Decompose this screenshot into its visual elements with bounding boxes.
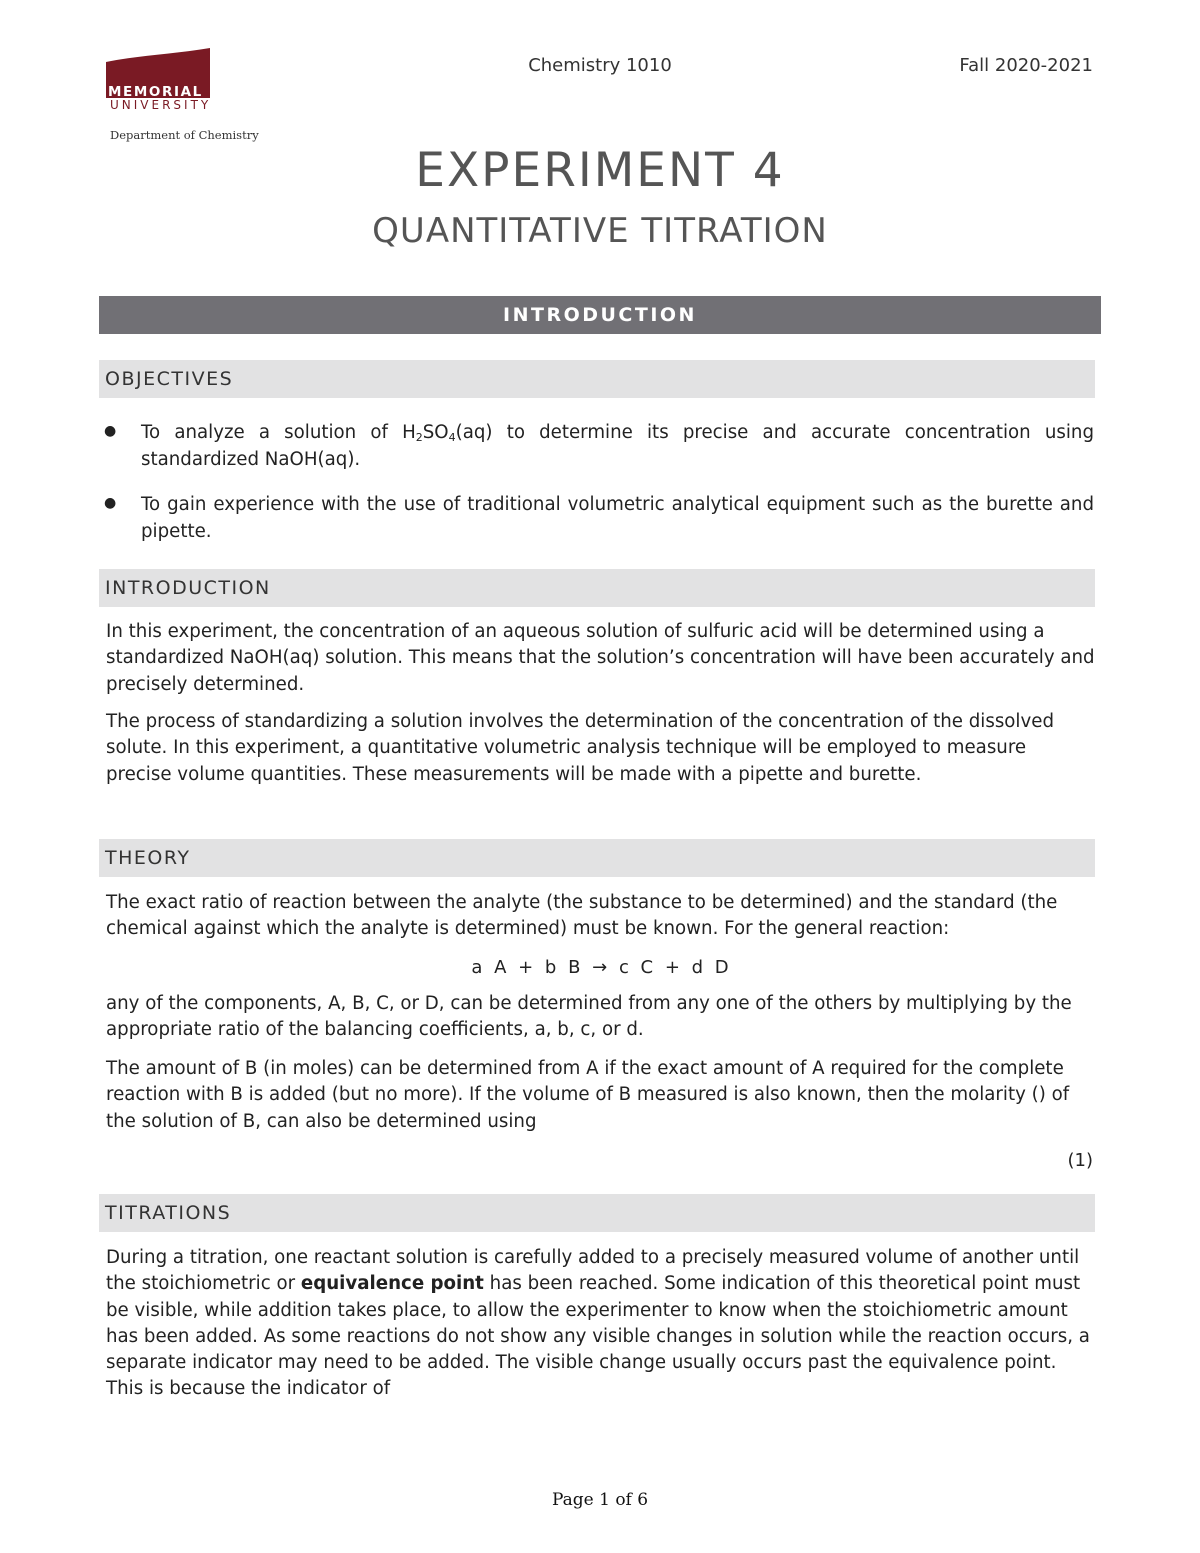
term-label: Fall 2020-2021: [959, 55, 1093, 76]
bullet-icon: ●: [104, 423, 117, 439]
titrations-heading: TITRATIONS: [99, 1194, 1095, 1232]
section-banner: INTRODUCTION: [99, 296, 1101, 334]
theory-paragraph-3: The amount of B (in moles) can be determined from A if the exact amount of A required for the complete reaction with B is added (but no more). If the volume of B measured is also known, then the molarity () of the solution of B, can also be determined using: [106, 1058, 1070, 1132]
theory-paragraph-1: The exact ratio of reaction between the analyte (the substance to be determined) and the standard (the chemical against which the analyte is determined) must be known. For the general reaction:: [106, 892, 1058, 940]
general-reaction-equation: a A + b B → c C + d D: [471, 957, 729, 978]
equation-number: (1): [1067, 1150, 1093, 1171]
objective-text-2: To gain experience with the use of traditional volumetric analytical equipment such as the burette and pipette.: [141, 494, 1094, 542]
objective-item-2: [104, 491, 1094, 545]
page-subtitle: QUANTITATIVE TITRATION: [372, 211, 828, 251]
introduction-heading: INTRODUCTION: [99, 569, 1095, 607]
logo-wordmark-bottom: UNIVERSITY: [110, 98, 212, 112]
introduction-paragraph-2: The process of standardizing a solution involves the determination of the concentration of the dissolved solute. In this experiment, a quantitative volumetric analysis technique will be employed to measure precise volume quantities. These measurements will be made with a pipette and burette.: [106, 711, 1054, 785]
titrations-paragraph: During a titration, one reactant solution is carefully added to a precisely measured volume of another until the stoichiometric or equivalence point has been reached. Some indication of this theoretical point must be visible, while addition takes place, to allow the experimenter to know when the stoichiometric amount has been added. As some reactions do not show any visible changes in solution while the reaction occurs, a separate indicator may need to be added. The visible change usually occurs past the equivalence point. This is because the indicator of: [106, 1247, 1090, 1400]
logo-wordmark-top: MEMORIAL: [108, 84, 203, 98]
page-title: EXPERIMENT 4: [415, 143, 785, 198]
objective-text-1: To analyze a solution of $H_2SO_4(aq)$ to determine its precise and accurate concentration using standardized NaOH(aq).: [141, 422, 1094, 470]
objective-item-1: [104, 419, 1094, 473]
objectives-heading: OBJECTIVES: [99, 360, 1095, 398]
department-name: Department of Chemistry: [110, 128, 259, 142]
theory-paragraph-2: any of the components, A, B, C, or D, can be determined from any one of the others by multiplying by the appropriate ratio of the balancing coefficients, a, b, c, or d.: [106, 993, 1072, 1041]
bullet-icon: ●: [104, 495, 117, 511]
page-number: Page 1 of 6: [551, 1490, 649, 1510]
theory-heading: THEORY: [99, 839, 1095, 877]
course-name: Chemistry 1010: [528, 55, 672, 76]
equivalence-point-term: equivalence point: [300, 1273, 484, 1295]
introduction-paragraph-1: In this experiment, the concentration of an aqueous solution of sulfuric acid will be determined using a standardized NaOH(aq) solution. This means that the solution’s concentration will have been accurately and precisely determined.: [106, 621, 1095, 695]
